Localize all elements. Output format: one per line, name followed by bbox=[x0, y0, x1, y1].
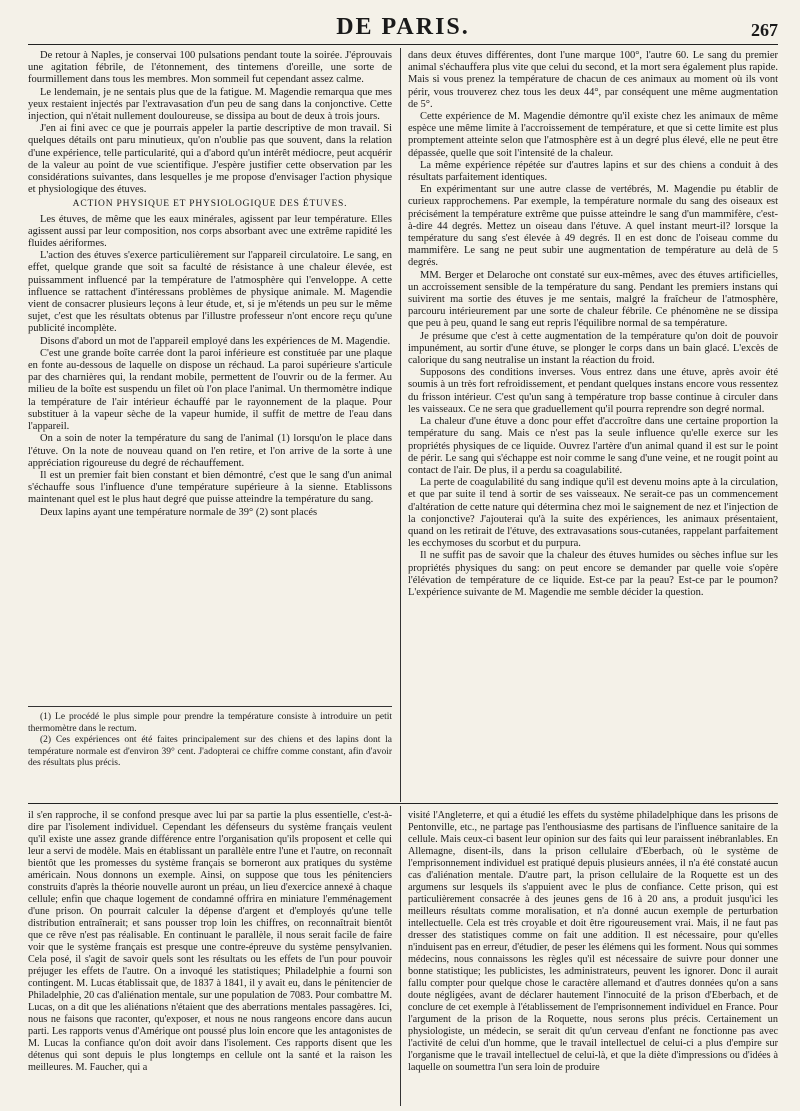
paragraph: Il est un premier fait bien constant et bien démontré, c'est que le sang d'un animal s'échauffe sous l'influence d'une température supérieure à la sienne. Etablissons maintenant quel est le plus haut degré que puisse atteindre la température du sang. bbox=[28, 469, 392, 506]
paragraph: C'est une grande boîte carrée dont la paroi inférieure est constituée par une plaque en fonte au-dessous de laquelle on dispose un réchaud. La paroi supérieure s'articule par des charnières qui, la rendant mobile, permettent de l'ouvrir ou de la fermer. Au milieu de la boîte est suspendu un filet où l'on place l'animal. Un thermomètre indique la température de l'air intérieur échauffé par le rayonnement de la plaque. Pour substituer à la vapeur sèche de la vapeur humide, il suffit de mettre de l'eau dans l'appareil. bbox=[28, 347, 392, 433]
paragraph: J'en ai fini avec ce que je pourrais appeler la partie descriptive de mon travail. Si quelques détails ont paru minutieux, qu'on n'oublie pas que souvent, dans la relation d'une expérience, telle particularité, qui a d'abord qu'un intérêt médiocre, peut acquérir de la valeur au point de vue scientifique. J'espère justifier cette observation par les considérations suivantes, dans lesquelles je me propose d'envisager l'action physique et physiologique des étuves. bbox=[28, 123, 392, 196]
paragraph: Il ne suffit pas de savoir que la chaleur des étuves humides ou sèches influe sur les propriétés physiques du sang: on peut encore se demander par quelle voie s'opère l'élévation de température de ce liquide. Est-ce par la peau? Est-ce par le poumon? L'expérience suivante de M. Magendie me semble décider la question. bbox=[408, 550, 778, 598]
footnotes bbox=[28, 712, 392, 802]
paragraph: Deux lapins ayant une température normale de 39° (2) sont placés bbox=[40, 506, 318, 518]
paragraph: Les étuves, de même que les eaux minérales, agissent par leur température. Elles agissent aussi par leur composition, nos corps absorbant avec une extrême rapidité les fluides aériformes. bbox=[28, 213, 392, 250]
footnote: (1) Le procédé le plus simple pour prendre la température consiste à introduire un petit thermomètre dans le rectum. bbox=[28, 712, 392, 734]
column-divider bbox=[400, 806, 401, 1106]
paragraph: La même expérience répétée sur d'autres lapins et sur des chiens a conduit à des résultats parfaitement identiques. bbox=[408, 159, 778, 184]
running-title: DE PARIS. bbox=[336, 14, 470, 40]
column-bottom-right bbox=[408, 810, 778, 1104]
column-top-left bbox=[28, 50, 392, 698]
header-rule bbox=[28, 44, 778, 45]
paragraph: Disons d'abord un mot de l'appareil employé dans les expériences de M. Magendie. bbox=[40, 335, 391, 347]
paragraph: visité l'Angleterre, et qui a étudié les effets du système philadelphique dans les prisons de Pentonville, etc., ne partage pas l'enthousiasme des partisans de l'influence sanitaire de la cellule. Mais ceux-ci basent leur opinion sur des faits qui leur paraissent inébranlables. En Allemagne, disent-ils, dans la prison cellulaire d'Eberbach, où le système de l'emprisonnement individuel est pratiqué depuis plusieurs années, il n'a été constaté aucun cas d'aliénation mentale. D'autre part, la prison cellulaire de la Roquette est un des argumens sur lesquels ils s'appuient avec le plus de confiance. Cette prison, qui est particulièrement consacrée à des jeunes gens de 16 à 20 ans, a produit jusqu'ici les meilleurs résultats comme moralisation, et n'a donné aucun exemple de perturbation intellectuelle. Cela est très croyable et doit être rigoureusement vrai. Mais, il ne faut pas dresser des statistiques comme on fait une addition. Il est nécessaire, pour qu'elles n'induisent pas en erreur, d'étudier, de peser les élémens qui les forment. Nous qui sommes médecins, nous connaissons les règles qu'il est nécessaire de suivre pour donner une bonne statistique; les publicistes, les administrateurs, peuvent les ignorer. Donc il aurait fallu compter pour quelque chose le caractère allemand et d'autres données qu'on a sans doute négligées, avant de déclarer hautement l'innocuité de la prison d'Eberbach, et de conclure de cet exemple à l'établissement de l'emprisonnement individuel en France. Pour l'argument de la prison de la Roquette, nous serons plus précis. Certainement un physiologiste, un médecin, se serait dit qu'un cerveau d'enfant ne fonctionne pas avec l'activité de celui d'un homme, que le travail intellectuel de celui-ci a plus d'empire sur l'organisme que le travail intellectuel de celui-là, et que la diète d'impressions ou d'idées à laquelle on soumettra l'un sera loin de produire bbox=[408, 810, 778, 1073]
column-bottom-left bbox=[28, 810, 392, 1104]
paragraph: L'action des étuves s'exerce particulièrement sur l'appareil circulatoire. Le sang, en effet, quelque grande que soit sa faculté de résistance à une chaleur élevée, est puissamment influencé par la température de l'atmosphère qui l'enveloppe. A cette influence se rattachent d'intéressans problèmes de physique animale. M. Magendie vient de consacrer plusieurs leçons à leur étude, et, si je m'étends un peu sur le même sujet, c'est que les résultats obtenus par l'illustre professeur n'ont encore reçu qu'une publicité incomplète. bbox=[28, 250, 392, 335]
page-number: 267 bbox=[751, 20, 778, 40]
paragraph: La chaleur d'une étuve a donc pour effet d'accroître dans une certaine proportion la température du sang. Mais ce n'est pas la seule influence qu'elle exerce sur les propriétés physiques de ce liquide. Ouvrez l'artère d'un animal quand il est sur le point de périr. Le sang qui s'échappe est noir comme le sang d'une veine, et ne rougit point au contact de l'air. De plus, il a perdu sa coagulabilité. bbox=[408, 416, 778, 476]
page-header bbox=[28, 10, 778, 44]
paragraph: On a soin de noter la température du sang de l'animal (1) lorsqu'on le place dans l'étuve. On la note de nouveau quand on l'en retire, et l'on arrive de la sorte à une appréciation rigoureuse du degré de réchauffement. bbox=[28, 433, 392, 469]
paragraph: De retour à Naples, je conservai 100 pulsations pendant toute la soirée. J'éprouvais une agitation fébrile, de l'étonnement, des tintemens d'oreille, une sorte de fourmillement dans tous les membres. Mon sommeil fut cependant assez calme. bbox=[28, 50, 392, 86]
section-divider-rule bbox=[28, 803, 778, 804]
paragraph: Le lendemain, je ne sentais plus que de la fatigue. M. Magendie remarqua que mes yeux restaient injectés par l'extravasation d'un peu de sang dans la conjonctive. Cette injection, qui n'était nullement douloureuse, se dissipa au bout de deux à trois jours. bbox=[28, 86, 392, 123]
footnote: (2) Ces expériences ont été faites principalement sur des chiens et des lapins dont la température normale est d'environ 39° cent. J'adopterai ce chiffre comme constant, afin d'avoir des résultats plus précis. bbox=[28, 735, 392, 768]
column-top-right bbox=[408, 50, 778, 800]
paragraph: Je présume que c'est à cette augmentation de la température qu'on doit de pouvoir impunément, au sortir d'une étuve, se plonger le corps dans un bain glacé. L'excès de calorique du sang neutralise un instant la réaction du froid. bbox=[408, 330, 778, 367]
paragraph: MM. Berger et Delaroche ont constaté sur eux-mêmes, avec des étuves artificielles, un accroissement sensible de la température du sang. Pendant les premiers instans qui suivirent ma sortie des étuves je me sentais, malgré la fraîcheur de l'atmosphère, parcouru intérieurement par une sorte de chaleur fébrile. Ce phénomène ne se dissipa que peu à peu, quand le sang eut repris l'équilibre normal de sa température. bbox=[408, 269, 778, 330]
paragraph: dans deux étuves différentes, dont l'une marque 100°, l'autre 60. Le sang du premier animal s'échauffera plus vite que celui du second, et la mort sera également plus rapide. Mais si vous prenez la température de chacun de ces animaux au moment où ils vont périr, vous trouverez chez tous les deux 44°, par conséquent une même augmentation de 5°. bbox=[408, 50, 778, 110]
paragraph: il s'en rapproche, il se confond presque avec lui par sa partie la plus essentielle, c'est-à-dire par l'isolement individuel. Cependant les défenseurs du système français veulent qu'il existe une assez grande différence entre l'organisation qu'ils proposent et celle qui leur a servi de modèle. Mais en établissant un parallèle entre l'une et l'autre, on reconnaît bientôt que les promesses du système français se borneront aux pratiques du système américain. Nous donnons un exemple. Ainsi, on suppose que tous les pénitenciers construits d'après la théorie nouvelle auront un préau, un lieu d'exercice annexé à chaque cellule; enfin que chaque logement de condamné offrira en miniature l'emménagement d'une prison. On pourrait calculer la dépense d'argent et d'employés qu'une telle distribution entraînerait; et sans pousser trop loin les chiffres, on reconnaîtrait bientôt que ce rêve n'est pas réalisable. En continuant le parallèle, il nous serait facile de faire voir que le système français est presque une contre-épreuve du système pensylvanien. Cela posé, il s'agit de savoir quels sont les résultats ou les effets de l'un pour pouvoir préjuger les effets de l'autre. On a invoqué les statistiques; Philadelphie a fourni son contingent. M. Lucas établissait que, de 1837 à 1841, il y avait eu, dans le pénitencier de Philadelphie, 20 cas d'aliénation mentale, sur une population de 7083. Pour combattre M. Lucas, on a dit que les aliénations n'étaient que des aberrations mentales passagères. Ici, nous ne faisons que raconter, qu'exposer, et nous ne nous rangeons encore dans aucun parti. Les rapports venus d'Amérique ont poussé plus loin encore que les antagonistes de M. Lucas la confiance qu'on doit avoir dans l'isolement. Ces rapports disent que les détenus qui sont depuis le plus longtemps en cellule ont la santé et la raison les meilleures. M. Faucher, qui a bbox=[28, 810, 392, 1073]
paragraph: La perte de coagulabilité du sang indique qu'il est devenu moins apte à la circulation, et que par suite il tend à sortir de ses vaisseaux. Ne serait-ce pas un commencement d'altération de cette nature qui détermina chez moi le saignement de nez et l'injection de la conjonctive? J'ajouterai qu'à la suite des expériences, les animaux présentaient, quand on les retirait de l'étuve, des extravasations sous-cutanées, rappelant parfaitement les ecchymoses du scorbut et du purpura. bbox=[408, 477, 778, 550]
paragraph: Cette expérience de M. Magendie démontre qu'il existe chez les animaux de même espèce une même limite à l'accroissement de température, et que si cette limite est plus promptement atteinte selon que l'atmosphère est à un degré plus élevé, elle ne peut être dépassée, quelle que soit l'intensité de la chaleur. bbox=[408, 111, 778, 159]
section-subheading: ACTION PHYSIQUE ET PHYSIOLOGIQUE DES ÉTUVES. bbox=[72, 199, 348, 210]
footnote-rule bbox=[28, 706, 392, 707]
paragraph: Supposons des conditions inverses. Vous entrez dans une étuve, après avoir été soumis à un très fort refroidissement, et pendant quelques instans encore vous ressentez du frisson intérieur. C'est qu'un sang à température trop basse continue à circuler dans les vaisseaux. Ce ne sera que graduellement qu'il pourra reprendre son degré normal. bbox=[408, 367, 778, 415]
column-divider bbox=[400, 48, 401, 802]
paragraph: En expérimentant sur une autre classe de vertébrés, M. Magendie pu établir de curieux rapprochemens. Par exemple, la température normale du sang des oiseaux est précisément la température extrême que puisse atteindre le sang d'un mammifère, c'est-à-dire 44 degrés. Mettez un oiseau dans l'étuve. A quel instant meurt-il? lorsque la température du sang s'est élevée à 49 degrés. Il en est donc de l'oiseau comme du mammifère. Le sang ne peut subir une augmentation de température au delà de 5 degrés. bbox=[408, 184, 778, 269]
